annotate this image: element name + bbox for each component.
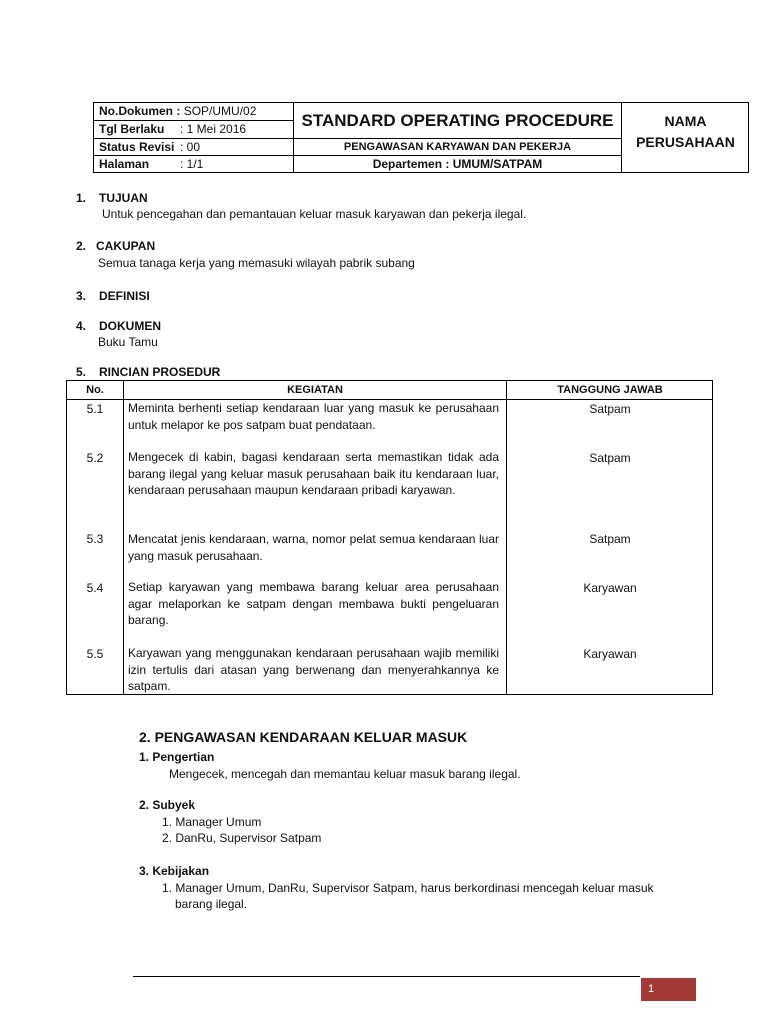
doc-number-label: No.Dokumen : (99, 104, 181, 118)
section-4-title: DOKUMEN (99, 319, 161, 333)
page-value: : 1/1 (180, 157, 204, 171)
pengertian-body: Mengecek, mencegah dan memantau keluar masuk barang ilegal. (169, 767, 521, 781)
row-activity: Mengecek di kabin, bagasi kendaraan serta memastikan tidak ada barang ilegal yang keluar masuk perusahaan baik itu kendaraan luar, kendaraan perusahaan maupun kendaraan pribadi karyawan. (128, 450, 499, 497)
row-activity: Meminta berhenti setiap kendaraan luar yang masuk ke perusahaan untuk melapor ke pos satpam buat pendataan. (128, 401, 499, 432)
kebijakan-item-line: 1. Manager Umum, DanRu, Supervisor Satpam, harus berkordinasi mencegah keluar masuk (162, 881, 654, 895)
column-header-no: No. (86, 384, 104, 396)
row-number: 5.1 (86, 402, 104, 416)
section-2-number: 2. (76, 239, 87, 253)
row-activity: Mencatat jenis kendaraan, warna, nomor pelat semua kendaraan luar yang masuk perusahaan. (128, 532, 499, 563)
document-title: STANDARD OPERATING PROCEDURE (301, 111, 614, 130)
section-3-title: DEFINISI (99, 289, 150, 303)
row-number: 5.5 (86, 647, 104, 661)
company-name-line1: NAMA (664, 113, 707, 129)
row-number: 5.2 (86, 451, 104, 465)
pengertian-title: 1. Pengertian (139, 750, 215, 764)
doc-number-value: SOP/UMU/02 (183, 104, 257, 118)
section-3-number: 3. (76, 289, 87, 303)
page-number: 1 (648, 983, 655, 995)
subyek-item: 1. Manager Umum (162, 815, 262, 829)
page-label: Halaman (99, 157, 150, 171)
section-2-title: CAKUPAN (96, 239, 156, 253)
section-1-title: TUJUAN (99, 191, 148, 205)
section-1-number: 1. (76, 191, 87, 205)
document-subtitle: PENGAWASAN KARYAWAN DAN PEKERJA (343, 141, 572, 153)
header-divider (94, 138, 621, 139)
table-divider (123, 381, 124, 694)
section-4-body: Buku Tamu (98, 335, 158, 349)
department: Departemen : UMUM/SATPAM (372, 157, 543, 171)
header-divider (94, 120, 293, 121)
header-divider (94, 155, 621, 156)
row-activity: Karyawan yang menggunakan kendaraan perusahaan wajib memiliki izin tertulis dari atasan yang berwenang dan menyerahkannya ke satpam. (128, 646, 499, 693)
revision-status-value: : 00 (180, 140, 201, 154)
effective-date-value: : 1 Mei 2016 (180, 122, 247, 136)
procedure-table (66, 380, 713, 695)
row-activity: Setiap karyawan yang membawa barang keluar area perusahaan agar melaporkan ke satpam dengan membawa bukti pengeluaran barang. (128, 580, 499, 627)
section-1-body: Untuk pencegahan dan pemantauan keluar masuk karyawan dan pekerja ilegal. (102, 207, 527, 221)
row-responsible: Karyawan (583, 647, 637, 661)
page-number-badge (641, 978, 696, 1001)
document-header-table (93, 102, 749, 173)
row-number: 5.3 (86, 532, 104, 546)
kebijakan-title: 3. Kebijakan (139, 864, 210, 878)
effective-date-label: Tgl Berlaku (99, 122, 165, 136)
row-responsible: Satpam (589, 402, 631, 416)
section-2-body: Semua tanaga kerja yang memasuki wilayah pabrik subang (98, 256, 415, 270)
column-header-activity: KEGIATAN (287, 384, 343, 396)
section-4-number: 4. (76, 319, 87, 333)
company-name (622, 111, 749, 153)
section-5-title: RINCIAN PROSEDUR (99, 365, 221, 379)
part-2-heading: 2. PENGAWASAN KENDARAAN KELUAR MASUK (139, 729, 468, 745)
row-responsible: Satpam (589, 532, 631, 546)
row-responsible: Karyawan (583, 581, 637, 595)
revision-status-label: Status Revisi (99, 140, 175, 154)
section-5-number: 5. (76, 365, 87, 379)
row-number: 5.4 (86, 581, 104, 595)
company-name-line2: PERUSAHAAN (636, 134, 735, 150)
subyek-item: 2. DanRu, Supervisor Satpam (162, 831, 322, 845)
subyek-title: 2. Subyek (139, 798, 196, 812)
column-header-responsible: TANGGUNG JAWAB (557, 384, 663, 396)
kebijakan-item-line: barang ilegal. (175, 897, 248, 911)
row-responsible: Satpam (589, 451, 631, 465)
footer-rule (133, 976, 640, 977)
doc-number (99, 104, 256, 119)
